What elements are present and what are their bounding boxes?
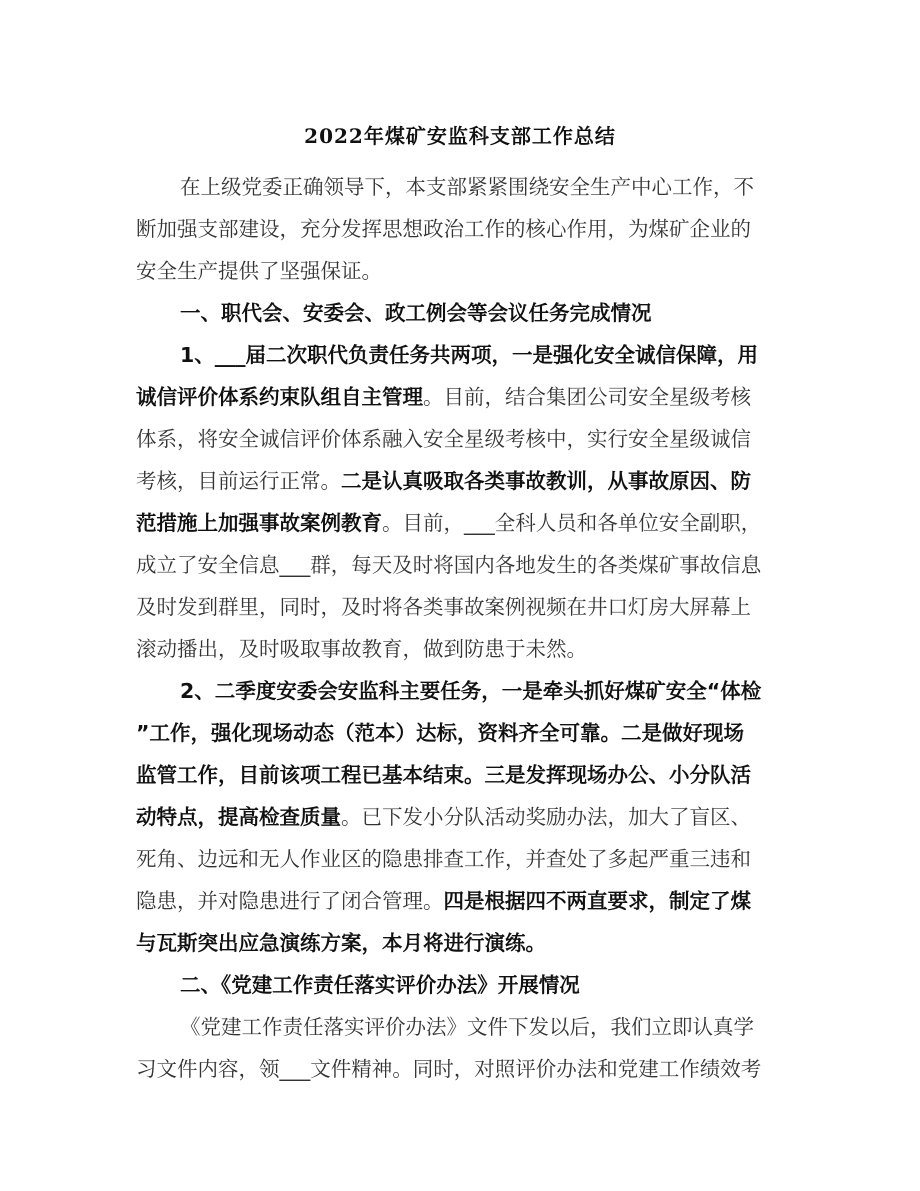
text-segment: 滚动播出，及时吸取事故教育，做到防患于未然。: [136, 637, 587, 661]
paragraph-line: [180, 172, 754, 202]
bold-text-segment: 诚信评价体系约束队组自主管理: [136, 385, 423, 409]
paragraph-line: [136, 886, 751, 916]
text-segment: 死角、边远和无人作业区的隐患排查工作，并查处了多起严重三违和: [136, 847, 751, 871]
paragraph-line: [180, 676, 761, 706]
text-segment: 在上级党委正确领导下，本支部紧紧围绕安全生产中心工作，不: [180, 175, 754, 199]
bold-text-segment: ”工作，强化现场动态（范本）达标，资料齐全可靠。二是做好现场: [136, 721, 744, 745]
paragraph-line: [136, 760, 751, 790]
paragraph-line: [180, 340, 758, 370]
paragraph-line: [136, 550, 761, 580]
text-segment: 。目前，结合集团公司安全星级考核: [423, 385, 751, 409]
paragraph-line: [136, 718, 744, 748]
bold-text-segment: 二、《党建工作责任落实评价办法》开展情况: [180, 973, 580, 997]
paragraph-line: [136, 424, 751, 454]
text-segment: 。目前，___全科人员和各单位安全副职，: [382, 511, 762, 535]
paragraph-line: [136, 382, 751, 412]
text-segment: 安全生产提供了坚强保证。: [136, 259, 382, 283]
text-segment: 《党建工作责任落实评价办法》文件下发以后，我们立即认真学: [180, 1015, 754, 1039]
bold-text-segment: 监管工作，目前该项工程已基本结束。三是发挥现场办公、小分队活: [136, 763, 751, 787]
text-segment: 断加强支部建设，充分发挥思想政治工作的核心作用，为煤矿企业的: [136, 217, 751, 241]
paragraph-line: [180, 298, 652, 328]
bold-text-segment: 届二次职代负责任务共两项，一是强化安全诚信保障，用: [245, 343, 759, 367]
bold-text-segment: 2、二季度安委会安监科主要任务，一是牵头抓好煤矿安全“体检: [180, 679, 762, 703]
bold-text-segment: 四是根据四不两直要求，制定了煤: [443, 889, 751, 913]
text-segment: 。已下发小分队活动奖励办法，加大了盲区、: [341, 805, 751, 829]
paragraph-line: [136, 802, 751, 832]
text-segment: 成立了安全信息___群，每天及时将国内各地发生的各类煤矿事故信息: [136, 553, 762, 577]
paragraph-line: [136, 592, 751, 622]
text-segment: 习文件内容，领___文件精神。同时，对照评价办法和党建工作绩效考: [136, 1057, 762, 1081]
paragraph-line: [136, 256, 382, 286]
paragraph-line: [136, 508, 761, 538]
bold-text-segment: 二是认真吸取各类事故教训，从事故原因、防: [341, 469, 751, 493]
bold-text-segment: 动特点，提高检查质量: [136, 805, 341, 829]
bold-text-segment: ___: [214, 343, 246, 367]
paragraph-line: [136, 214, 751, 244]
paragraph-line: [136, 466, 751, 496]
text-segment: 考核，目前运行正常。: [136, 469, 341, 493]
paragraph-line: [180, 1012, 754, 1042]
text-segment: 及时发到群里，同时，及时将各类事故案例视频在井口灯房大屏幕上: [136, 595, 751, 619]
paragraph-line: [136, 1054, 761, 1084]
text-segment: 隐患，并对隐患进行了闭合管理。: [136, 889, 444, 913]
paragraph-line: [136, 634, 587, 664]
document-title: 2022年煤矿安监科支部工作总结: [304, 124, 616, 148]
paragraph-line: [136, 928, 546, 958]
bold-text-segment: 与瓦斯突出应急演练方案，本月将进行演练。: [136, 931, 546, 955]
paragraph-line: [136, 844, 751, 874]
paragraph-line: [180, 970, 580, 1000]
bold-text-segment: 一、职代会、安委会、政工例会等会议任务完成情况: [180, 301, 652, 325]
text-segment: 体系，将安全诚信评价体系融入安全星级考核中，实行安全星级诚信: [136, 427, 751, 451]
bold-text-segment: 1、: [180, 343, 215, 367]
bold-text-segment: 范措施上加强事故案例教育: [136, 511, 382, 535]
